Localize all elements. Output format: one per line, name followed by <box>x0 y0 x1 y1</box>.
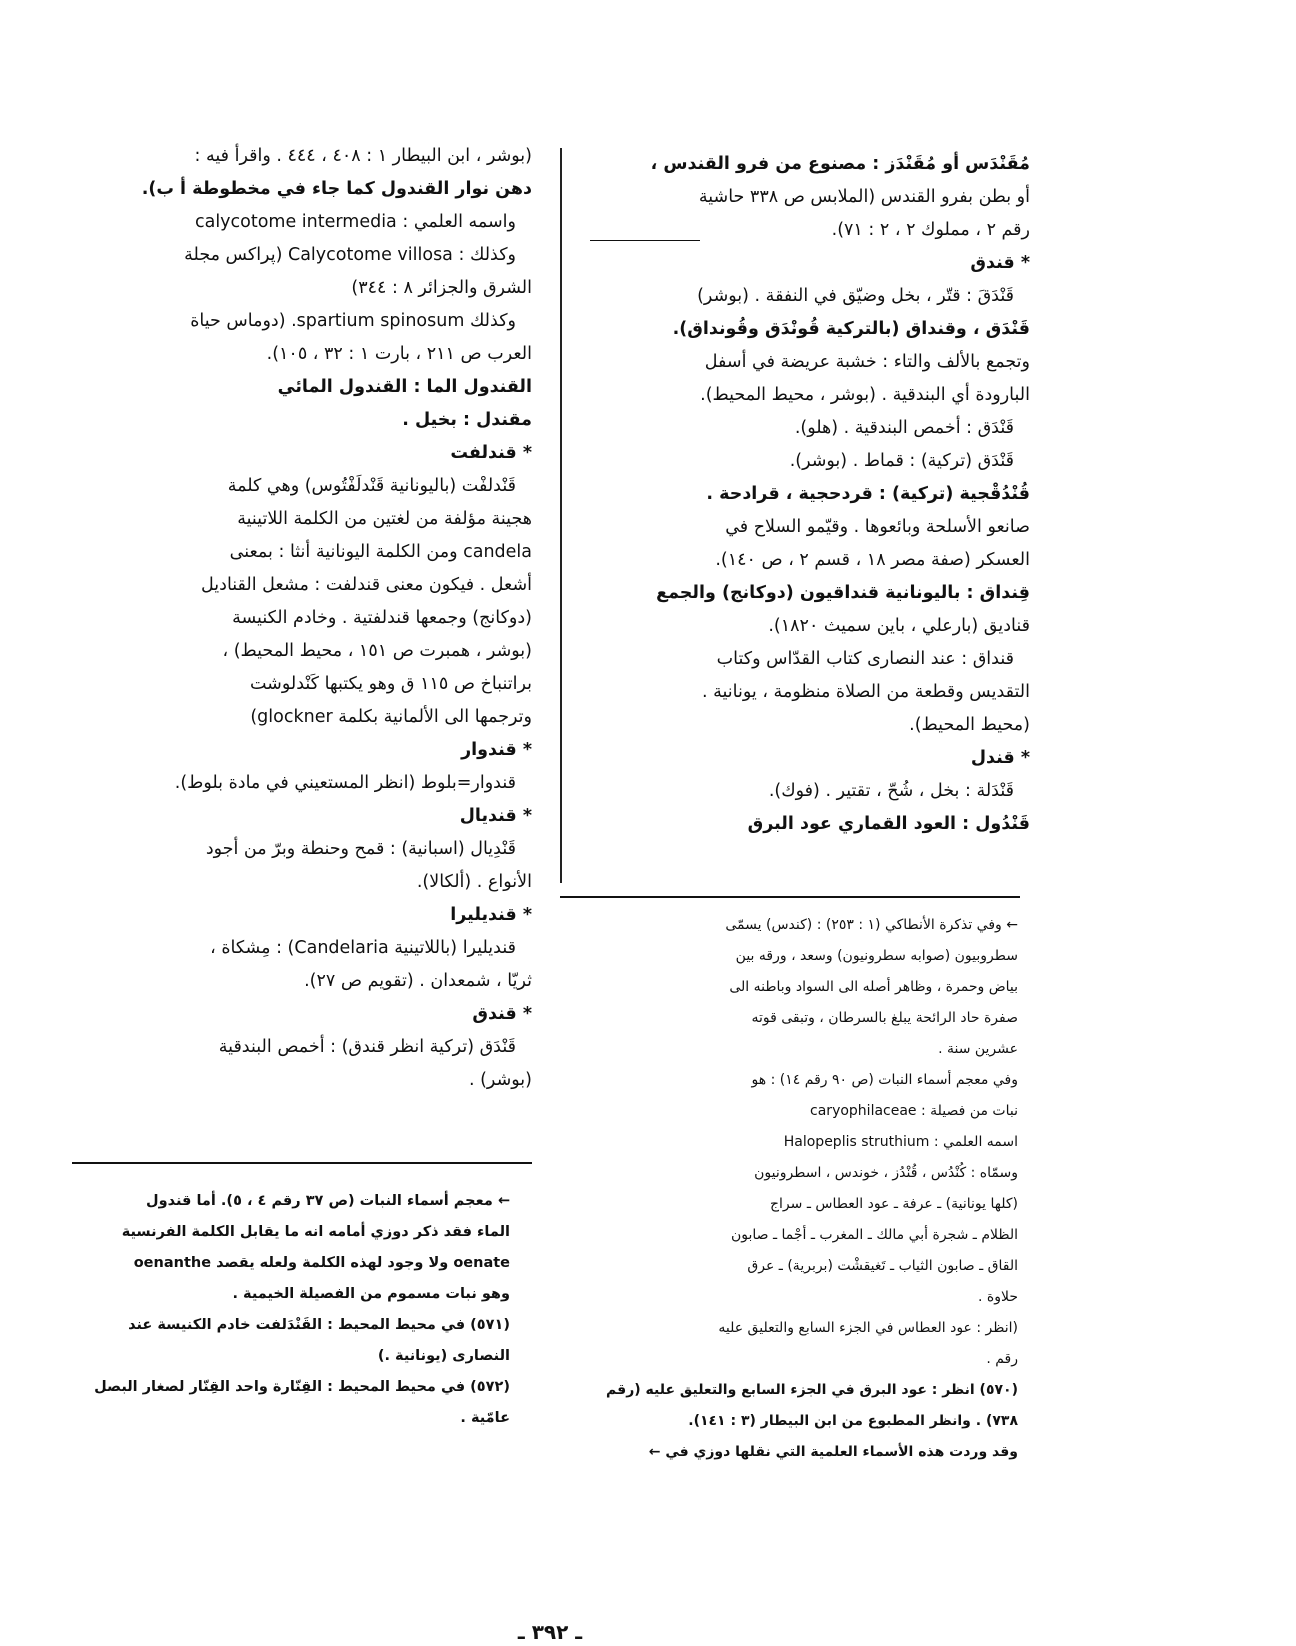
text-line: العرب ص ٢١١ ، بارت ١ : ٣٢ ، ١٠٥). <box>266 344 532 364</box>
footnote-line: عامّية . <box>460 1410 510 1426</box>
footnote-line: القاق ـ صابون الثياب ـ تَغيقشْت (بربرية) ـ عرق <box>747 1258 1018 1274</box>
footnote-rule-left <box>72 1162 532 1164</box>
right-column <box>590 148 1030 841</box>
footnote-line: oenate ولا وجود لهذه الكلمة ولعله يقصد oenanthe <box>133 1255 510 1271</box>
left-column <box>92 140 532 1097</box>
text-line: صانعو الأسلحة وبائعوها . وقيّمو السلاح في <box>725 517 1030 537</box>
section-heading: * قندق <box>472 1004 532 1024</box>
text-line: وترجمها الى الألمانية بكلمة glockner) <box>250 707 532 727</box>
text-line: قنداق : عند النصارى كتاب القدّاس وكتاب <box>716 649 1014 669</box>
text-line: وكذلك : Calycotome villosa (پراكس مجلة <box>184 245 516 265</box>
text-line: قَنْدَق (تركية انظر قندق) : أخمص البندقية <box>218 1037 516 1057</box>
text-line: قَنْدِيال (اسبانية) : قمح وحنطة وبرّ من أجود <box>205 839 516 859</box>
text-line: (محيط المحيط). <box>909 715 1030 735</box>
text-line: واسمه العلمي : calycotome intermedia <box>194 212 516 232</box>
footnote-line: (انظر : عود العطاس في الجزء السابع والتعليق عليه <box>718 1320 1018 1336</box>
footnote-line: ٧٣٨) . وانظر المطبوع من ابن البيطار (٣ : ١٤١). <box>688 1413 1018 1429</box>
footnote-line: ← معجم أسماء النبات (ص ٣٧ رقم ٤ ، ٥). أما قندول <box>146 1193 510 1209</box>
text-line: قَنْدَق (تركية) : قماط . (بوشر). <box>789 451 1014 471</box>
text-line: رقم ٢ ، مملوك ٢ ، ٢ : ٧١). <box>831 220 1030 240</box>
text-line: candela ومن الكلمة اليونانية أنثا : بمعنى <box>229 542 532 562</box>
footnote-line: بياض وحمرة ، وظاهر أصله الى السواد وباطنه الى <box>729 979 1018 995</box>
right-footnotes <box>548 910 1018 1468</box>
text-line: الشرق والجزائر ٨ : ٣٤٤) <box>351 278 532 298</box>
left-footnotes <box>70 1186 510 1434</box>
footnote-line: رقم . <box>986 1351 1018 1367</box>
footnote-line: ← وفي تذكرة الأنطاكي (١ : ٢٥٣) : (كندس) يسمّى <box>725 917 1018 933</box>
text-line: أشعل . فيكون معنى قندلفت : مشعل القناديل <box>201 575 532 595</box>
footnote-line: (٥٧١) في محيط المحيط : القَنْدَلفت خادم الكنيسة عند <box>128 1317 510 1333</box>
text-line: الأنواع . (ألكالا). <box>416 872 532 892</box>
text-line: قَنْدَلة : بخل ، شُحّ ، تقتير . (فوك). <box>768 781 1014 801</box>
text-line: قنديليرا (باللاتينية Candelaria) : مِشكاة ، <box>210 938 516 958</box>
section-heading: * قندق <box>970 253 1030 273</box>
section-heading: * قنديليرا <box>450 905 532 925</box>
section-heading: * قنديال <box>459 806 532 826</box>
text-line: (دوكانج) وجمعها قندلفتية . وخادم الكنيسة <box>232 608 532 628</box>
footnote-line: الظلام ـ شجرة أبي مالك ـ المغرب ـ أجْما ـ صابون <box>730 1227 1018 1243</box>
footnote-line: نبات من فصيلة : caryophilaceae <box>810 1103 1018 1119</box>
footnote-line: (٥٧٠) انظر : عود البرق في الجزء السابع والتعليق عليه (رقم <box>606 1382 1018 1398</box>
text-line: قَنْدَق ، وقنداق (بالتركية قُونْدَق وقُونداق). <box>672 319 1030 339</box>
footnote-line: اسمه العلمي : Halopeplis struthium <box>783 1134 1018 1150</box>
text-line: (بوشر ، همبرت ص ١٥١ ، محيط المحيط) ، <box>222 641 532 661</box>
text-line: هجينة مؤلفة من لغتين من الكلمة اللاتينية <box>237 509 532 529</box>
text-line: قِنداق : باليونانية قنداقيون (دوكانج) والجمع <box>656 583 1030 603</box>
text-line: وتجمع بالألف والتاء : خشبة عريضة في أسفل <box>704 352 1030 372</box>
text-line: العسكر (صفة مصر ١٨ ، قسم ٢ ، ص ١٤٠). <box>715 550 1030 570</box>
footnote-line: سطروبيون (صوابه سطرونيون) وسعد ، ورقه بين <box>735 948 1018 964</box>
text-line: قناديق (بارعلي ، باين سميث ١٨٢٠). <box>768 616 1030 636</box>
page-number: ـ ٣٩٢ ـ <box>517 1620 583 1644</box>
text-line: قُنْدُقْجية (تركية) : قردحجية ، قرادحة . <box>706 484 1030 504</box>
section-heading: * قندوار <box>461 740 532 760</box>
text-line: قَنْدَق : أخمص البندقية . (هلو). <box>794 418 1014 438</box>
text-line: أو بطن بفرو القندس (الملابس ص ٣٣٨ حاشية <box>698 187 1030 207</box>
section-heading: * قندل <box>970 748 1030 768</box>
footnote-line: عشرين سنة . <box>938 1041 1018 1057</box>
footnote-line: وهو نبات مسموم من الفصيلة الخيمية . <box>232 1286 510 1302</box>
text-line: (بوشر) . <box>468 1070 532 1090</box>
text-line: مقندل : بخيل . <box>402 410 532 430</box>
footnote-line: النصارى (يونانية .) <box>377 1348 510 1364</box>
footnote-line: (كلها يونانية) ـ عرفة ـ عود العطاس ـ سراج <box>770 1196 1018 1212</box>
section-heading: * قندلفت <box>450 443 532 463</box>
text-line: مُقَنْدَس أو مُقَنْدَز : مصنوع من فرو القندس ، <box>650 154 1030 174</box>
text-line: براتنباخ ص ١١٥ ق وهو يكتبها كَنْدلوشت <box>250 674 532 694</box>
text-line: القندول الما : القندول المائي <box>277 377 532 397</box>
text-line: ثريّا ، شمعدان . (تقويم ص ٢٧). <box>304 971 532 991</box>
footnote-rule-right <box>560 896 1020 898</box>
text-line: قَنْدلفْت (باليونانية قَنْدلَفْتُوس) وهي كلمة <box>227 476 516 496</box>
footnote-line: وسمّاه : كُنْدُس ، قُنْدُز ، خوندس ، اسطرونيون <box>754 1165 1018 1181</box>
text-line: قندوار=بلوط (انظر المستعيني في مادة بلوط). <box>174 773 516 793</box>
footnote-line: صفرة حاد الرائحة يبلغ بالسرطان ، وتبقى قوته <box>751 1010 1018 1026</box>
text-line: قَنْدَقَ : قتّر ، بخل وضيّق في النفقة . (بوشر) <box>697 286 1014 306</box>
footnote-line: الماء فقد ذكر دوزي أمامه انه ما يقابل الكلمة الفرنسية <box>121 1224 510 1240</box>
text-line: وكذلك spartium spinosum. (دوماس حياة <box>190 311 516 331</box>
column-divider <box>560 148 562 883</box>
text-line: دهن نوار القندول كما جاء في مخطوطة أ ب). <box>141 179 532 199</box>
footnote-line: حلاوة . <box>977 1289 1018 1305</box>
text-line: البارودة أي البندقية . (بوشر ، محيط المحيط). <box>700 385 1030 405</box>
text-line: قَنْدُول : العود القماري عود البرق <box>747 814 1030 834</box>
text-line: (بوشر ، ابن البيطار ١ : ٤٠٨ ، ٤٤٤ . واقرأ فيه : <box>194 146 532 166</box>
text-line: التقديس وقطعة من الصلاة منظومة ، يونانية . <box>702 682 1030 702</box>
footnote-line: وفي معجم أسماء النبات (ص ٩٠ رقم ١٤) : هو <box>751 1072 1018 1088</box>
footnote-line: (٥٧٢) في محيط المحيط : القِنّارة واحد القِنّار لصغار البصل <box>94 1379 510 1395</box>
footnote-line: وقد وردت هذه الأسماء العلمية التي نقلها دوزي في ← <box>648 1444 1018 1460</box>
